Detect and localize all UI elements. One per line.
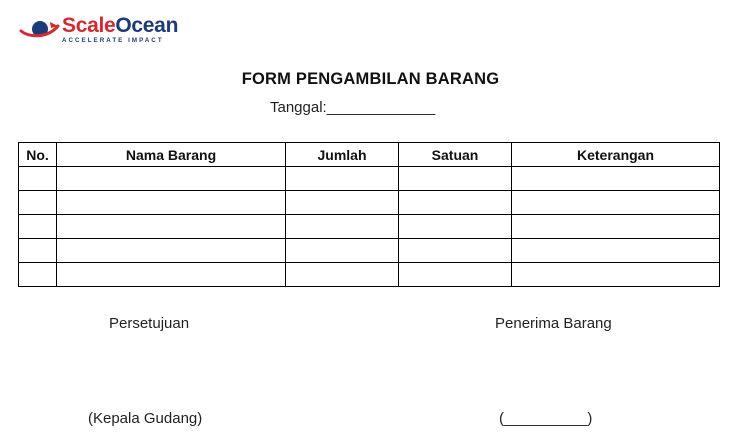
table-cell [286,191,399,215]
table-cell [19,215,57,239]
table-cell [512,215,720,239]
table-row [19,167,720,191]
logo-wordmark [62,15,178,36]
table-cell [399,215,512,239]
table-row [19,191,720,215]
table-cell [57,215,286,239]
table-cell [286,239,399,263]
table-cell [19,191,57,215]
receiver-heading: Penerima Barang [495,315,612,332]
table-cell [286,167,399,191]
table-cell [512,239,720,263]
logo-globe-icon [18,14,60,44]
table-row [19,215,720,239]
table-cell [19,239,57,263]
table-cell [57,263,286,287]
form-title: FORM PENGAMBILAN BARANG [241,70,500,88]
header-no: No. [19,143,57,167]
table-cell [19,263,57,287]
logo-wordmark-ocean: Ocean [115,13,179,37]
header-nama-barang: Nama Barang [57,143,286,167]
table-header-row [19,143,720,167]
approval-heading: Persetujuan [109,315,190,332]
table-cell [19,167,57,191]
table-cell [286,215,399,239]
items-table [18,142,720,287]
logo-wordmark-scale: Scale [62,13,116,37]
table-cell [512,263,720,287]
table-cell [512,167,720,191]
table-cell [399,263,512,287]
date-field: Tanggal:_____________ [270,99,436,116]
approver-name: (Kepala Gudang) [88,410,203,427]
table-cell [512,191,720,215]
header-keterangan: Keterangan [512,143,720,167]
receiver-name: (__________) [499,410,593,427]
table-row [19,263,720,287]
header-satuan: Satuan [399,143,512,167]
table-cell [399,191,512,215]
table-cell [57,191,286,215]
table-cell [57,239,286,263]
table-cell [399,167,512,191]
table-cell [286,263,399,287]
table-cell [57,167,286,191]
logo-tagline: ACCELERATE IMPACT [62,36,164,44]
company-logo [18,14,178,44]
table-row [19,239,720,263]
table-cell [399,239,512,263]
header-jumlah: Jumlah [286,143,399,167]
